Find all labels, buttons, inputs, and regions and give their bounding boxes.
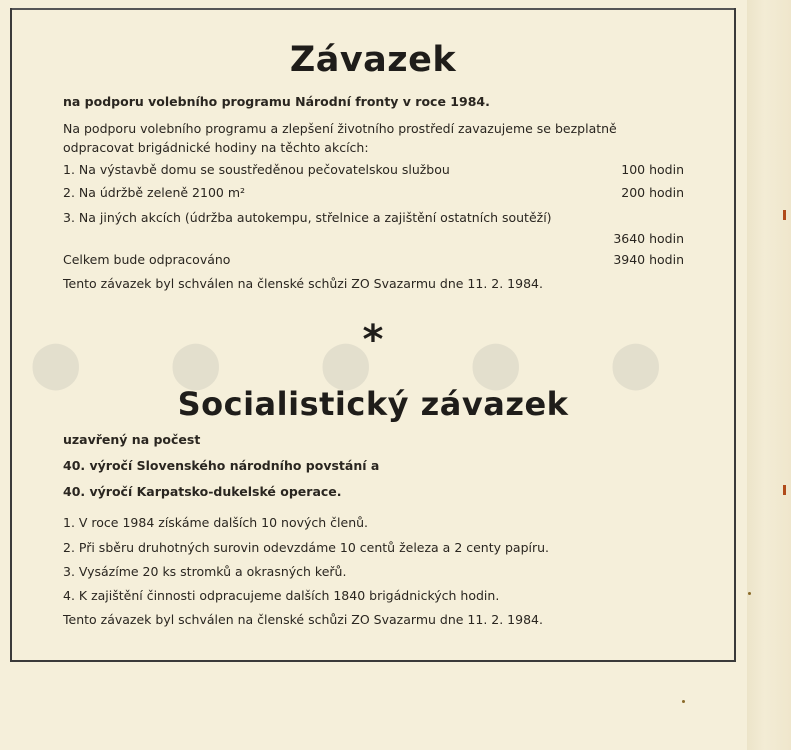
- zavazek-total-hours: 3940 hodin: [613, 252, 684, 267]
- zavazek-intro-line2: odpracovat brigádnické hodiny na těchto akcích:: [63, 140, 369, 155]
- page-gutter: [747, 0, 791, 750]
- zavazek-item-3: 3. Na jiných akcích (údržba autokempu, střelnice a zajištění ostatních soutěží): [63, 210, 552, 225]
- zavazek-intro-line1: Na podporu volebního programu a zlepšení životního prostředí zavazujeme se bezplatně: [63, 121, 617, 136]
- zavazek-approved: Tento závazek byl schválen na členské schůzi ZO Svazarmu dne 11. 2. 1984.: [63, 276, 543, 291]
- watermark-logo: ⬤: [470, 336, 522, 390]
- socialisticky-sub2: 40. výročí Slovenského národního povstání a: [63, 458, 380, 473]
- socialisticky-item-4: 4. K zajištění činnosti odpracujeme dalších 1840 brigádnických hodin.: [63, 588, 500, 603]
- watermark-logo: ⬤: [170, 336, 222, 390]
- edge-mark: [783, 210, 786, 220]
- socialisticky-item-2: 2. Při sběru druhotných surovin odevzdáme 10 centů železa a 2 centy papíru.: [63, 540, 550, 555]
- zavazek-title: Závazek: [289, 40, 457, 80]
- socialisticky-item-3: 3. Vysázíme 20 ks stromků a okrasných keřů.: [63, 564, 347, 579]
- watermark-logo: ⬤: [610, 336, 662, 390]
- socialisticky-title: Socialistický závazek: [177, 385, 569, 423]
- socialisticky-approved: Tento závazek byl schválen na členské schůzi ZO Svazarmu dne 11. 2. 1984.: [63, 612, 543, 627]
- zavazek-total-label: Celkem bude odpracováno: [63, 252, 231, 267]
- zavazek-item-3-hours: 3640 hodin: [613, 231, 684, 246]
- zavazek-item-2: 2. Na údržbě zeleně 2100 m²: [63, 185, 246, 200]
- zavazek-item-2-hours: 200 hodin: [621, 185, 684, 200]
- socialisticky-item-1: 1. V roce 1984 získáme dalších 10 nových členů.: [63, 515, 369, 530]
- watermark-logo: ⬤: [30, 336, 82, 390]
- socialisticky-sub3: 40. výročí Karpatsko-dukelské operace.: [63, 484, 342, 499]
- zavazek-subtitle: na podporu volebního programu Národní fronty v roce 1984.: [63, 94, 490, 109]
- watermark-logo: ⬤: [320, 336, 372, 390]
- zavazek-item-1-hours: 100 hodin: [621, 162, 684, 177]
- paper-speck: [682, 700, 685, 703]
- socialisticky-sub1: uzavřený na počest: [63, 432, 201, 447]
- separator-star: *: [362, 317, 384, 363]
- zavazek-item-1: 1. Na výstavbě domu se soustředěnou pečovatelskou službou: [63, 162, 450, 177]
- paper-speck: [748, 592, 751, 595]
- edge-mark: [783, 485, 786, 495]
